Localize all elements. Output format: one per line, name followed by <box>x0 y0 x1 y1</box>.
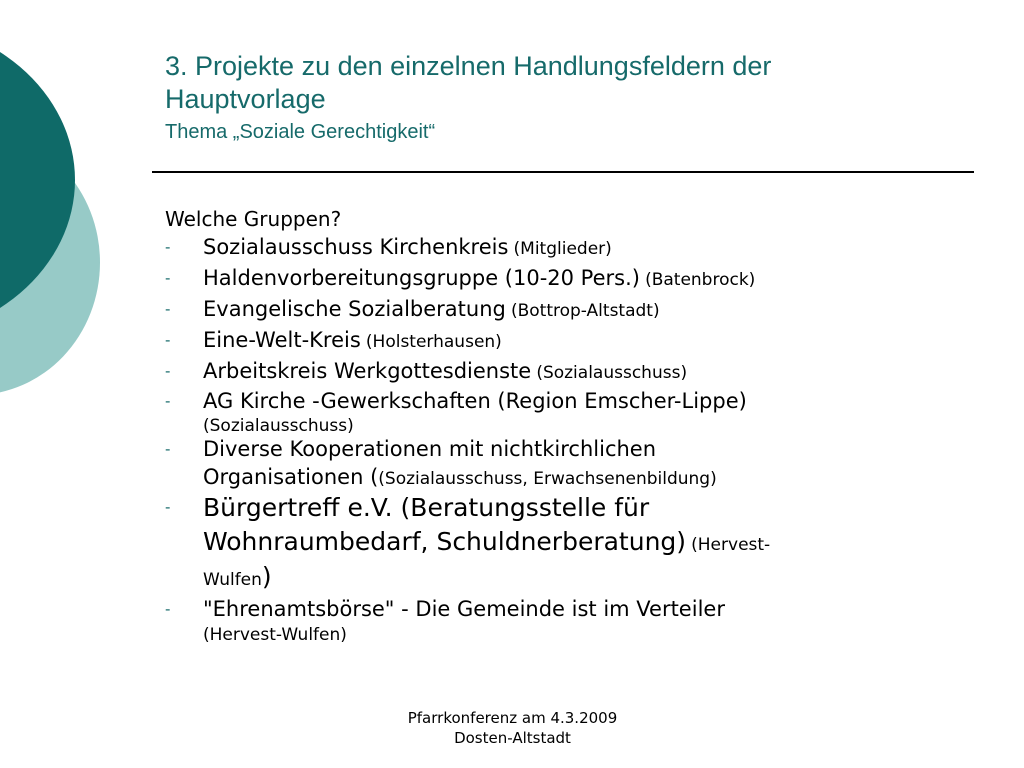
slide-subtitle: Thema „Soziale Gerechtigkeit“ <box>165 121 436 143</box>
item-note-line-2: Wulfen <box>203 570 262 590</box>
content-area <box>165 205 965 646</box>
dash-bullet-icon: - <box>165 600 171 618</box>
intro-question: Welche Gruppen? <box>165 207 342 231</box>
list-item <box>165 357 965 388</box>
list-item <box>165 436 965 492</box>
dash-bullet-icon: - <box>165 498 171 516</box>
item-title: Eine-Welt-Kreis <box>203 328 361 352</box>
title-line-2: Hauptvorlage <box>165 84 326 114</box>
slide-footer <box>360 708 665 748</box>
item-title-line-1: Diverse Kooperationen mit nichtkirchlichen <box>203 437 657 461</box>
item-closing-paren: ) <box>261 562 272 591</box>
item-title: Haldenvorbereitungsgruppe (10-20 Pers.) <box>203 266 640 290</box>
footer-line-1: Pfarrkonferenz am 4.3.2009 <box>407 709 618 727</box>
item-note: (Bottrop-Altstadt) <box>510 301 660 321</box>
item-note: (Hervest-Wulfen) <box>203 625 347 645</box>
item-title-line-1: Bürgertreff e.V. (Beratungsstelle für <box>203 493 650 522</box>
title-line-1: 3. Projekte zu den einzelnen Handlungsfeldern der <box>165 51 772 81</box>
slide-title <box>165 50 965 116</box>
item-note: (Batenbrock) <box>645 270 756 290</box>
item-note: (Sozialausschuss) <box>536 363 688 383</box>
footer-line-2: Dosten-Altstadt <box>454 729 571 747</box>
dash-bullet-icon: - <box>165 238 171 256</box>
dash-bullet-icon: - <box>165 362 171 380</box>
list-item <box>165 388 965 436</box>
list-item <box>165 596 965 646</box>
item-title: Sozialausschuss Kirchenkreis <box>203 235 509 259</box>
item-title: AG Kirche -Gewerkschaften (Region Emscher-Lippe) <box>203 389 747 413</box>
title-block <box>165 50 965 145</box>
list-item <box>165 295 965 326</box>
item-title-line-2: Wohnraumbedarf, Schuldnerberatung) <box>203 527 687 556</box>
title-divider <box>152 171 974 173</box>
item-title: Evangelische Sozialberatung <box>203 297 506 321</box>
item-note: (Sozialausschuss) <box>203 416 354 436</box>
item-title-line-2: Organisationen ( <box>203 465 379 489</box>
group-list <box>165 233 965 646</box>
list-item <box>165 264 965 295</box>
item-title: Arbeitskreis Werkgottesdienste <box>203 359 532 383</box>
item-note: (Mitglieder) <box>513 239 612 259</box>
item-title: "Ehrenamtsbörse" - Die Gemeinde ist im Verteiler <box>203 597 725 621</box>
dash-bullet-icon: - <box>165 331 171 349</box>
item-note: (Sozialausschuss, Erwachsenenbildung) <box>378 469 717 489</box>
list-item <box>165 326 965 357</box>
list-item <box>165 233 965 264</box>
dash-bullet-icon: - <box>165 300 171 318</box>
dash-bullet-icon: - <box>165 392 171 410</box>
dash-bullet-icon: - <box>165 269 171 287</box>
item-note-line-1: (Hervest- <box>691 535 771 555</box>
list-item <box>165 492 965 596</box>
dash-bullet-icon: - <box>165 440 171 458</box>
item-note: (Holsterhausen) <box>365 332 502 352</box>
